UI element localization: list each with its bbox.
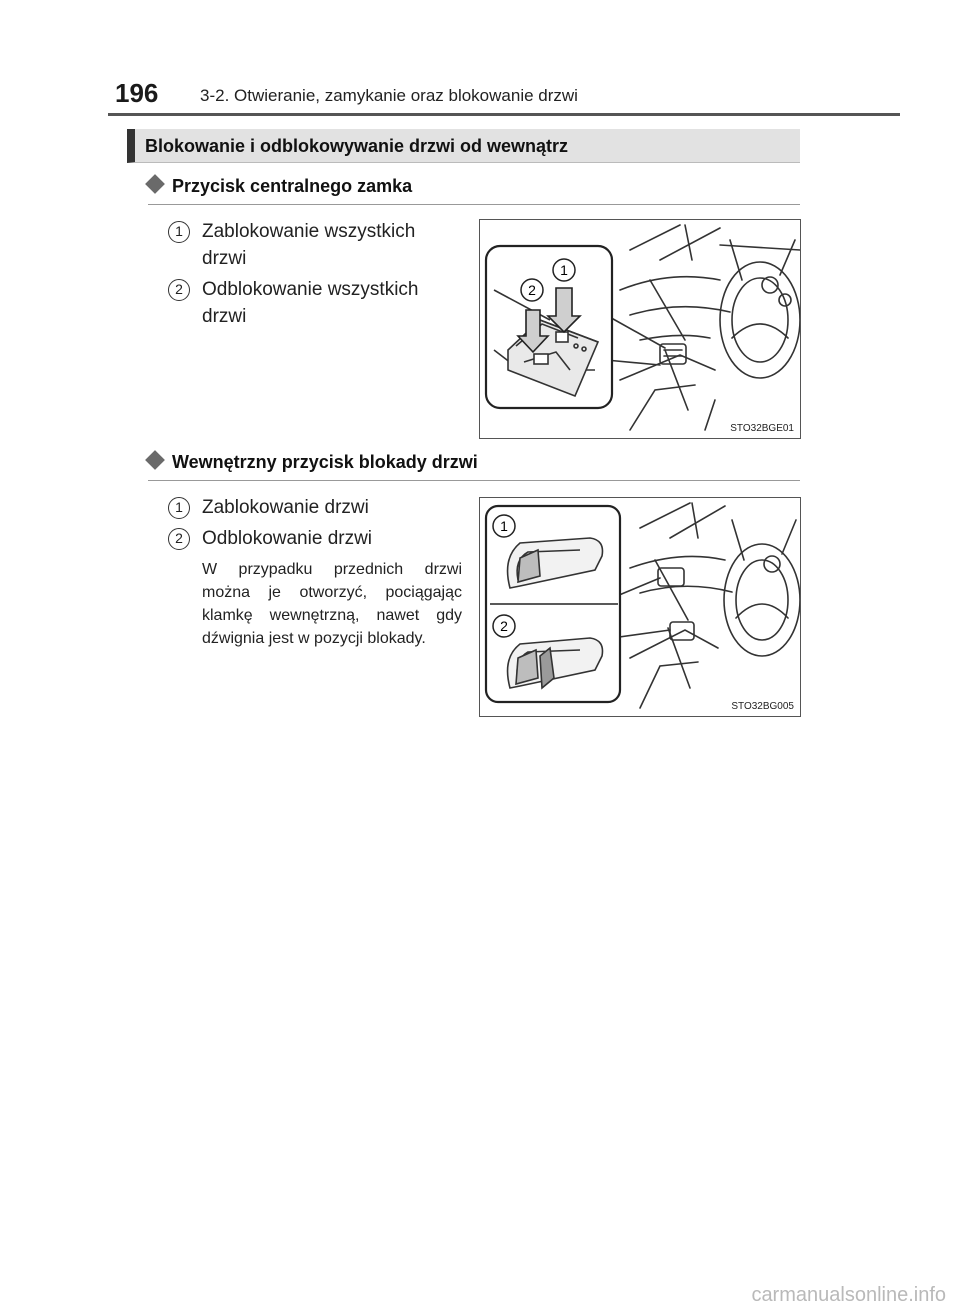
header-divider [108, 113, 900, 116]
figure-code: STO32BG005 [731, 701, 794, 712]
door-handle-drawing [480, 498, 800, 716]
figure-callout: 2 [528, 282, 536, 298]
page-number: 196 [115, 78, 159, 108]
central-lock-heading [148, 176, 412, 197]
note-paragraph: W przypadku przednich drzwi można je otworzyć, pociągając klamkę wewnętrzną, nawet gdy dźwignia jest w pozycji blokady. [202, 561, 462, 647]
step-number-badge: 1 [168, 221, 190, 243]
step-number-badge: 1 [168, 497, 190, 519]
inside-lock-illustration [479, 497, 801, 717]
chapter-title: 3-2. Otwieranie, zamykanie oraz blokowanie drzwi [200, 86, 578, 105]
watermark: carmanualsonline.info [751, 1284, 946, 1306]
dashboard-door-switch-drawing [480, 220, 800, 438]
subsection-divider [148, 480, 800, 481]
step-text: Odblokowanie drzwi [202, 528, 373, 549]
step-text: Zablokowanie wszystkich drzwi [202, 221, 416, 269]
diamond-bullet-icon [145, 174, 165, 194]
step-number-badge: 2 [168, 279, 190, 301]
section-heading-bar [127, 129, 800, 163]
figure-code: STO32BGE01 [730, 423, 794, 434]
inside-lock-heading-text: Wewnętrzny przycisk blokady drzwi [172, 452, 478, 472]
figure-callout: 1 [560, 262, 568, 278]
figure-callout: 1 [500, 518, 508, 534]
central-lock-heading-text: Przycisk centralnego zamka [172, 176, 413, 196]
diamond-bullet-icon [145, 450, 165, 470]
step-number-badge: 2 [168, 528, 190, 550]
step-text: Zablokowanie drzwi [202, 497, 369, 518]
subsection-divider [148, 204, 800, 205]
central-lock-illustration [479, 219, 801, 439]
figure-callout: 2 [500, 618, 508, 634]
section-title: Blokowanie i odblokowywanie drzwi od wewnątrz [145, 136, 569, 156]
step-text: Odblokowanie wszystkich drzwi [202, 279, 419, 327]
inside-lock-heading [148, 452, 478, 473]
